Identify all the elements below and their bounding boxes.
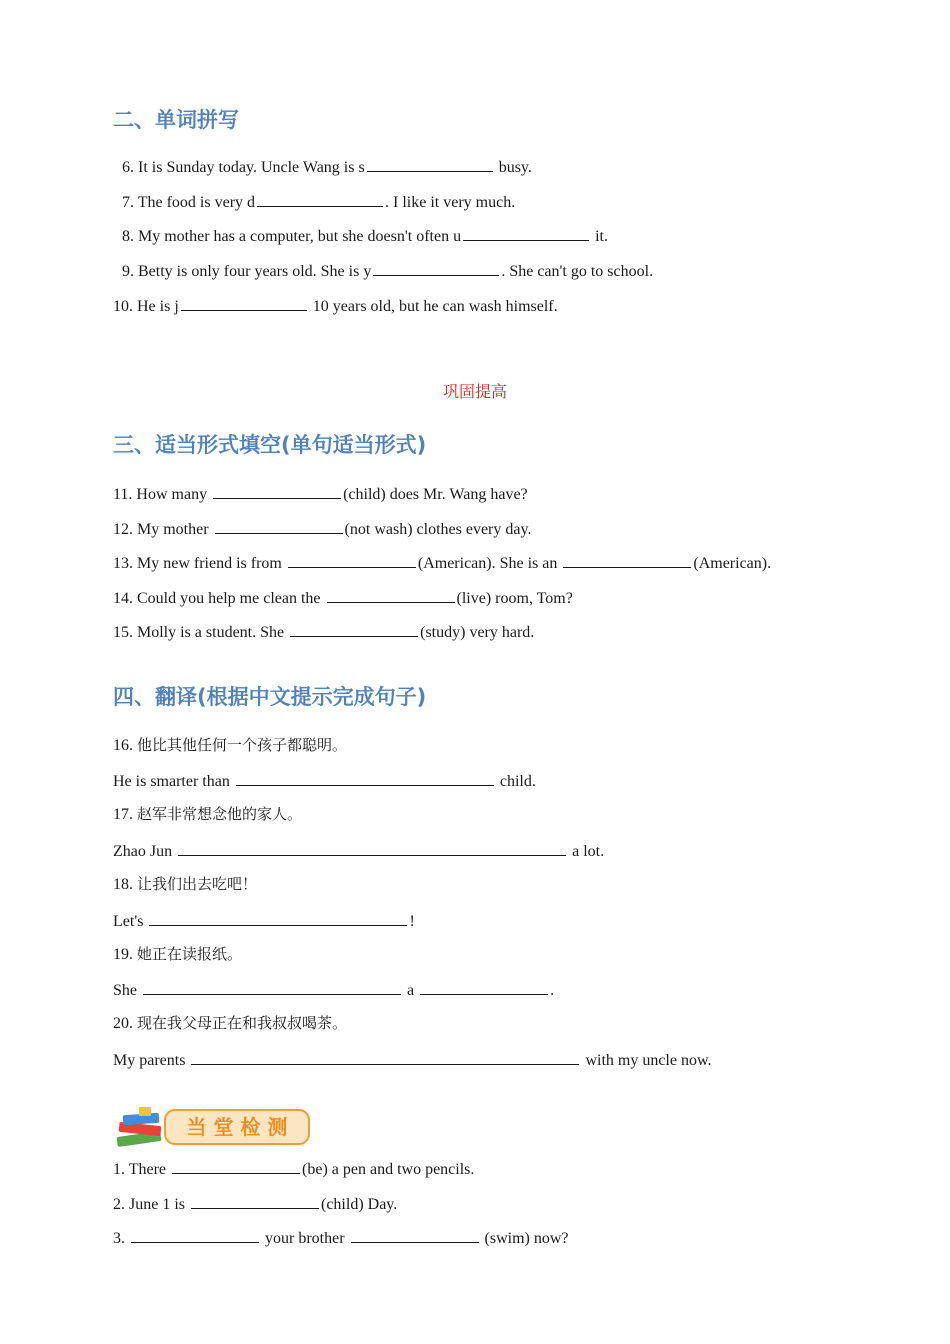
- question-text: (American). She is an: [417, 555, 562, 572]
- chinese-prompt: 让我们出去吃吧！: [137, 875, 258, 893]
- blank[interactable]: [181, 295, 307, 311]
- question-text: it.: [591, 228, 608, 245]
- question-text: Zhao Jun: [113, 843, 177, 860]
- question-text: a lot.: [568, 843, 605, 860]
- question-text: Let's: [113, 913, 148, 930]
- question-15: [113, 621, 534, 643]
- blank[interactable]: [257, 191, 383, 207]
- question-17-answer: [113, 840, 604, 862]
- question-text: 8. My mother has a computer, but she doesn't often u: [122, 228, 462, 245]
- blank[interactable]: [367, 156, 493, 172]
- question-16-answer: [113, 770, 536, 792]
- question-text: .: [550, 982, 555, 999]
- question-number: 20.: [113, 1015, 133, 1032]
- blank[interactable]: [178, 840, 566, 856]
- blank[interactable]: [215, 518, 343, 534]
- question-7: [122, 191, 515, 213]
- question-11: [113, 483, 528, 505]
- question-text: 11. How many: [113, 486, 212, 503]
- question-number: 17.: [113, 806, 133, 823]
- test-question-3: [113, 1227, 569, 1249]
- blank[interactable]: [149, 910, 407, 926]
- question-text: He is smarter than: [113, 773, 234, 790]
- question-9: [122, 260, 653, 282]
- banner-label: 当 堂 检 测: [186, 1115, 288, 1139]
- question-number: 19.: [113, 946, 133, 963]
- question-20-prompt: [113, 1013, 347, 1034]
- blank[interactable]: [143, 979, 401, 995]
- question-20-answer: [113, 1049, 712, 1071]
- question-13: [113, 552, 771, 574]
- blank[interactable]: [290, 621, 418, 637]
- question-text: busy.: [494, 159, 532, 176]
- question-text: . She can't go to school.: [501, 263, 654, 280]
- blank[interactable]: [351, 1227, 479, 1243]
- chinese-prompt: 赵军非常想念他的家人。: [137, 805, 303, 823]
- question-text: 10. He is j: [113, 298, 179, 315]
- section-4-heading: 四、翻译(根据中文提示完成句子): [113, 685, 427, 709]
- question-text: child.: [495, 773, 536, 790]
- blank[interactable]: [191, 1193, 319, 1209]
- question-10: [113, 295, 558, 317]
- question-text: (child) does Mr. Wang have?: [343, 486, 528, 503]
- consolidate-label: 巩固提高: [442, 382, 507, 401]
- section-2-heading: 二、单词拼写: [113, 108, 239, 132]
- chinese-prompt: 他比其他任何一个孩子都聪明。: [137, 736, 348, 754]
- blank[interactable]: [191, 1049, 579, 1065]
- question-text: 2. June 1 is: [113, 1196, 189, 1213]
- question-text: 1. There: [113, 1161, 171, 1178]
- question-14: [113, 587, 573, 609]
- blank[interactable]: [213, 483, 341, 499]
- question-text: 7. The food is very d: [122, 194, 256, 211]
- question-18-prompt: [113, 874, 257, 895]
- question-8: [122, 225, 608, 247]
- question-number: 16.: [113, 737, 133, 754]
- question-text: (be) a pen and two pencils.: [302, 1161, 475, 1178]
- question-text: (American).: [693, 555, 772, 572]
- blank[interactable]: [131, 1227, 259, 1243]
- question-text: a: [403, 982, 419, 999]
- test-question-2: [113, 1193, 397, 1215]
- question-16-prompt: [113, 735, 347, 756]
- question-6: [122, 156, 532, 178]
- question-text: 12. My mother: [113, 521, 213, 538]
- blank[interactable]: [373, 260, 499, 276]
- question-text: 14. Could you help me clean the: [113, 590, 325, 607]
- books-icon: [117, 1107, 162, 1147]
- question-text: . I like it very much.: [385, 194, 516, 211]
- class-test-banner: [113, 1104, 313, 1152]
- question-text: 9. Betty is only four years old. She is y: [122, 263, 372, 280]
- question-text: 3.: [113, 1230, 129, 1247]
- question-text: (study) very hard.: [420, 624, 535, 641]
- blank[interactable]: [288, 552, 416, 568]
- question-19-answer: [113, 979, 554, 1001]
- question-text: (live) room, Tom?: [456, 590, 573, 607]
- question-text: 10 years old, but he can wash himself.: [308, 298, 558, 315]
- question-text: (not wash) clothes every day.: [344, 521, 532, 538]
- question-text: 15. Molly is a student. She: [113, 624, 289, 641]
- question-text: (child) Day.: [321, 1196, 398, 1213]
- question-text: She: [113, 982, 141, 999]
- question-text: My parents: [113, 1052, 190, 1069]
- chinese-prompt: 她正在读报纸。: [137, 945, 243, 963]
- chinese-prompt: 现在我父母正在和我叔叔喝茶。: [137, 1014, 348, 1032]
- question-text: 6. It is Sunday today. Uncle Wang is s: [122, 159, 365, 176]
- question-19-prompt: [113, 944, 242, 965]
- test-question-1: [113, 1158, 474, 1180]
- question-text: 13. My new friend is from: [113, 555, 286, 572]
- section-3-heading: 三、适当形式填空(单句适当形式): [113, 433, 427, 457]
- question-17-prompt: [113, 804, 302, 825]
- question-number: 18.: [113, 876, 133, 893]
- question-text: (swim) now?: [480, 1230, 569, 1247]
- question-text: !: [409, 913, 415, 930]
- question-18-answer: [113, 910, 415, 932]
- blank[interactable]: [420, 979, 548, 995]
- blank[interactable]: [463, 225, 589, 241]
- question-text: with my uncle now.: [581, 1052, 712, 1069]
- blank[interactable]: [172, 1158, 300, 1174]
- question-12: [113, 518, 531, 540]
- question-text: your brother: [261, 1230, 349, 1247]
- blank[interactable]: [327, 587, 455, 603]
- blank[interactable]: [236, 770, 494, 786]
- blank[interactable]: [563, 552, 691, 568]
